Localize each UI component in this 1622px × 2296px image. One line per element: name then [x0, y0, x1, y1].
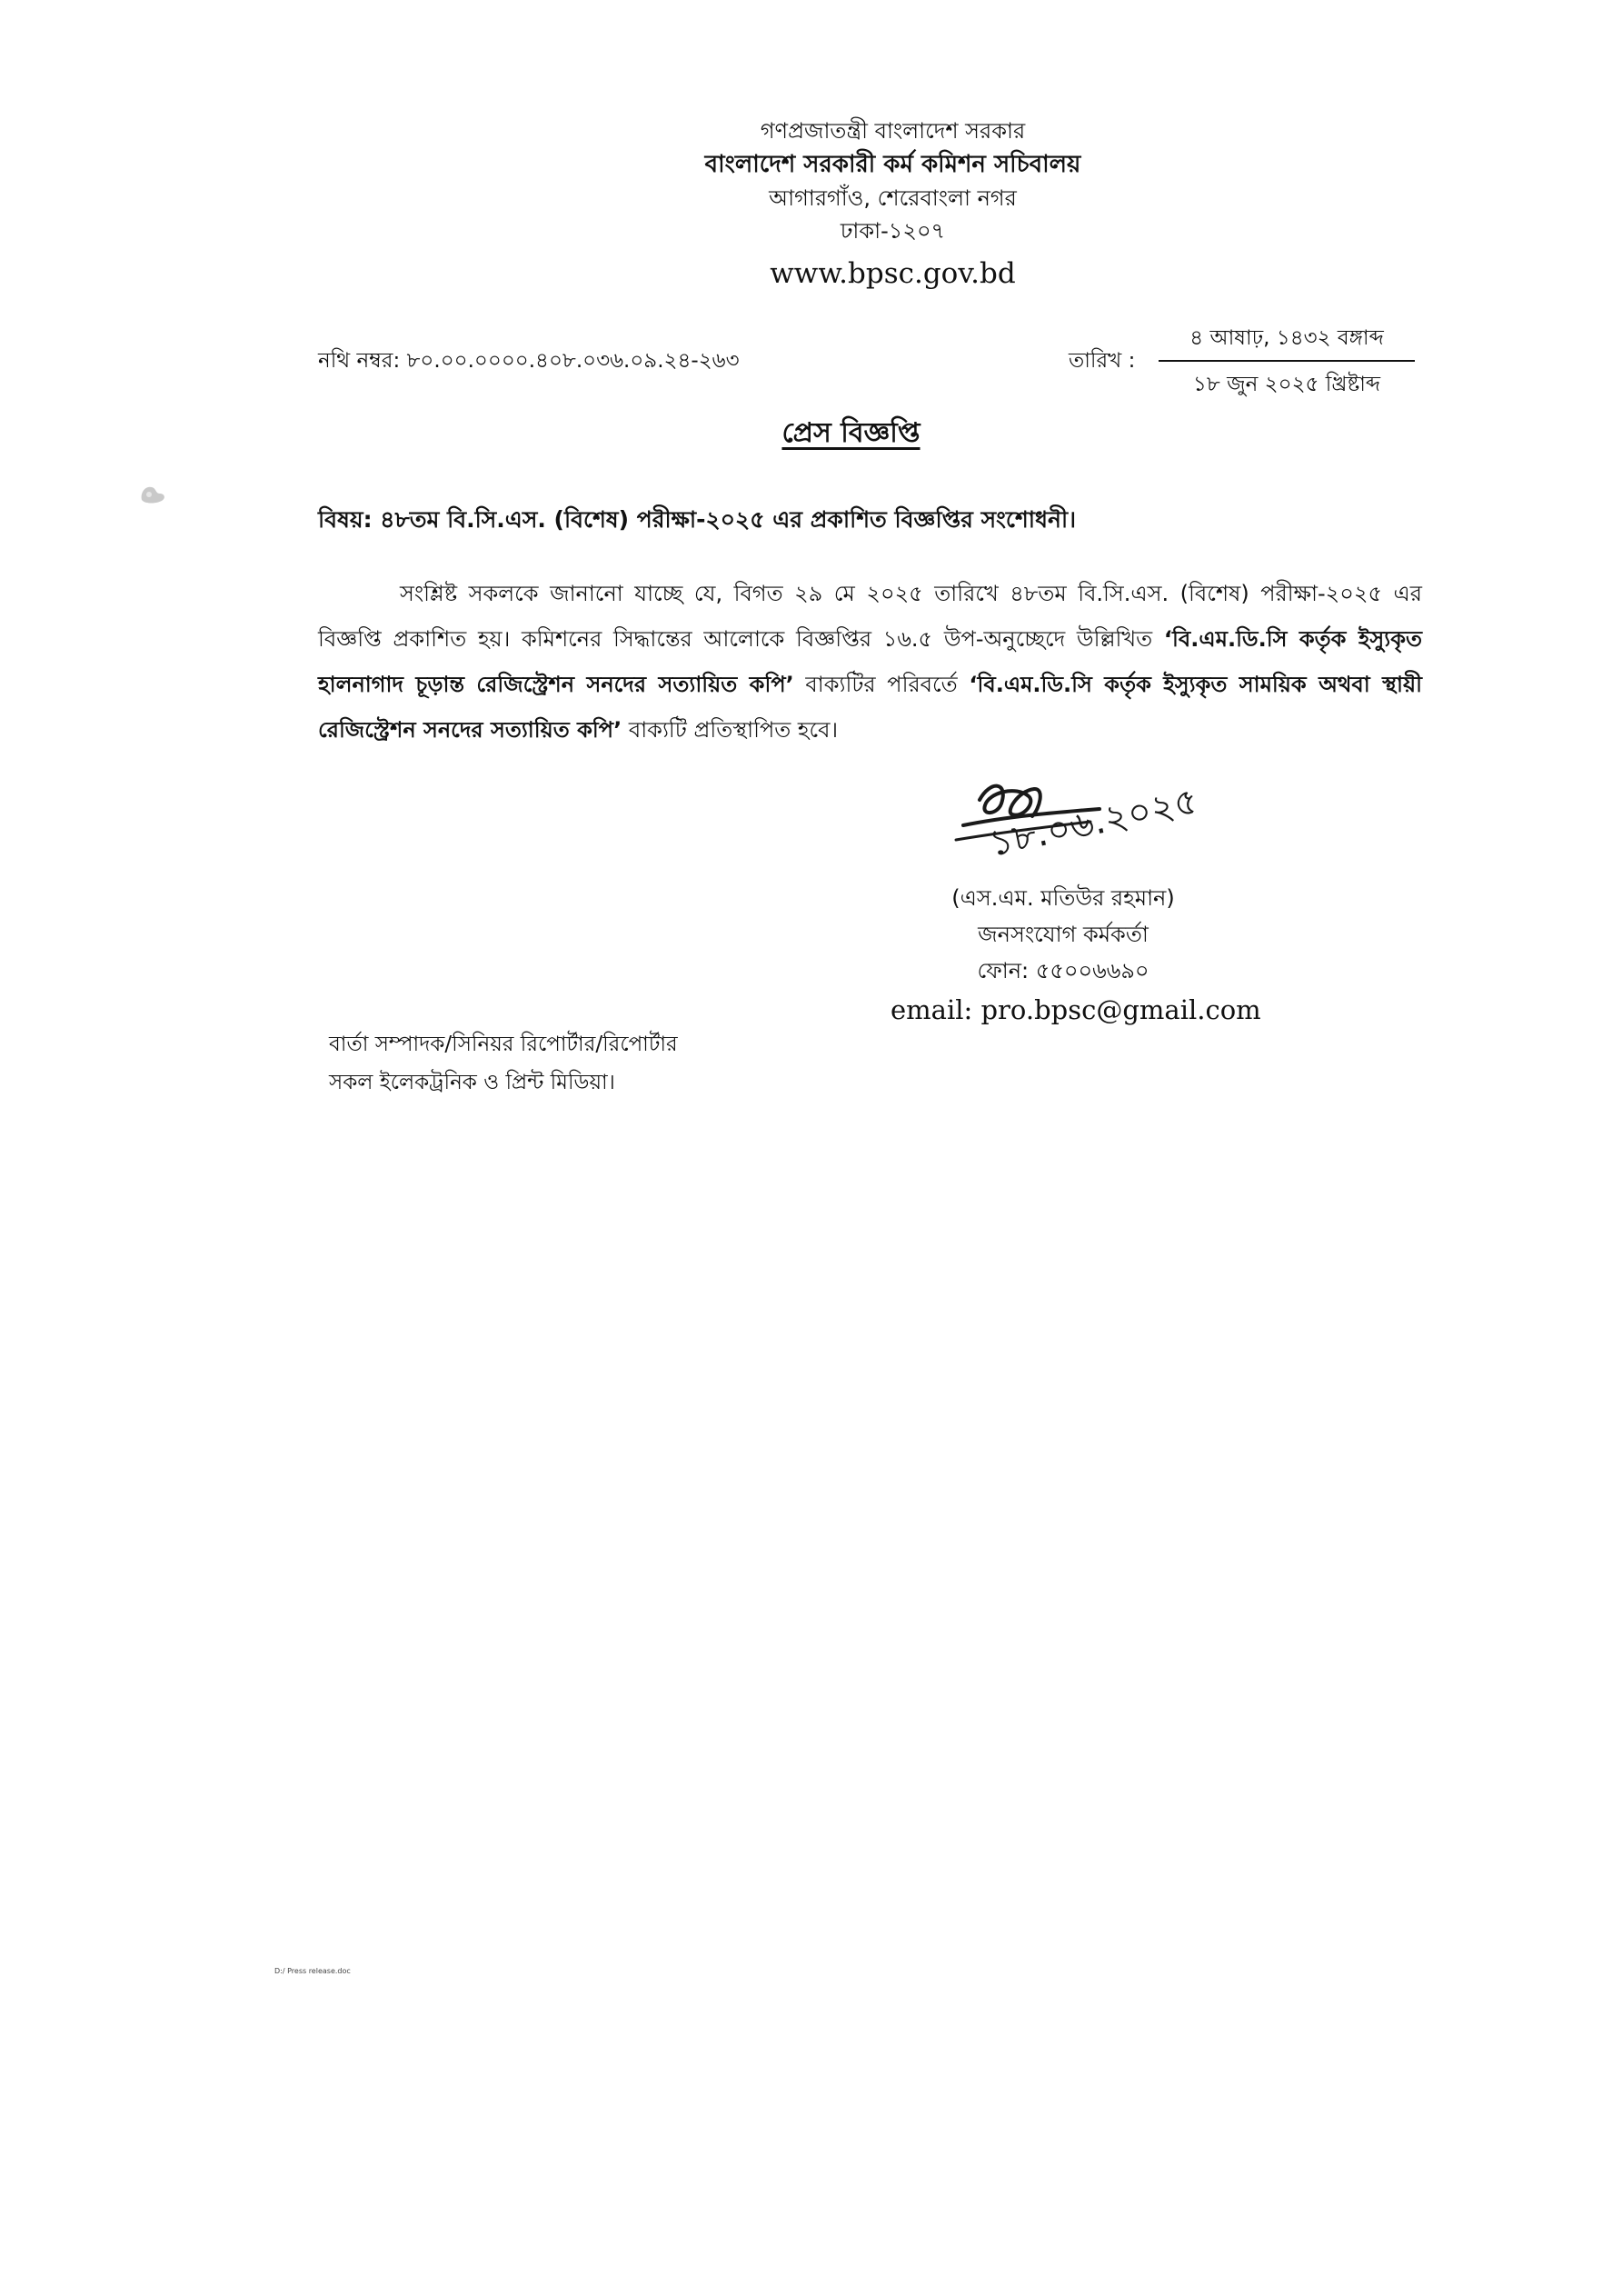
date-block: [1159, 321, 1415, 403]
recipient-line-1: বার্তা সম্পাদক/সিনিয়র রিপোর্টার/রিপোর্টার: [329, 1033, 678, 1056]
signer-name: (এস.এম. মতিউর রহমান): [951, 885, 1175, 911]
signature-date: ১৮.০৬.২০২৫: [985, 780, 1202, 865]
file-path-footer: D:/ Press release.doc: [274, 1967, 351, 1975]
document-title: [0, 411, 1622, 457]
subject-line: বিষয়: ৪৮তম বি.সি.এস. (বিশেষ) পরীক্ষা-২০২৫ এর প্রকাশিত বিজ্ঞপ্তির সংশোধনী।: [318, 506, 1077, 533]
website-url: www.bpsc.gov.bd: [770, 257, 1016, 290]
body-quote-new: ‘বি.এম.ডি.সি কর্তৃক ইস্যুকৃত সাময়িক অথবা স্থায়ী রেজিস্ট্রেশন সনদের সত্যায়িত কপি’: [318, 672, 1422, 743]
address-line-1: আগারগাঁও, শেরেবাংলা নগর: [769, 185, 1017, 211]
memo-number: নথি নম্বর: ৮০.০০.০০০০.৪০৮.০৩৬.০৯.২৪-২৬৩: [318, 349, 740, 373]
handwritten-signature: [945, 773, 1218, 873]
recipients-block: [329, 1025, 678, 1102]
address-line-2: ঢাকা-১২০৭: [840, 218, 946, 244]
signer-email: email: pro.bpsc@gmail.com: [891, 994, 1261, 1025]
body-quote-old: ‘বি.এম.ডি.সি কর্তৃক ইস্যুকৃত হালনাগাদ চূড়ান্ত রেজিস্ট্রেশন সনদের সত্যায়িত কপি’: [318, 626, 1422, 697]
signer-designation: জনসংযোগ কর্মকর্তা: [978, 922, 1149, 947]
date-label: তারিখ :: [1069, 349, 1136, 373]
signer-block: [872, 880, 1261, 1031]
letterhead: [0, 115, 1622, 294]
recipient-line-2: সকল ইলেকট্রনিক ও প্রিন্ট মিডিয়া।: [329, 1071, 615, 1094]
document-title-text: প্রেস বিজ্ঞপ্তি: [781, 417, 920, 449]
government-name: গণপ্রজাতন্ত্রী বাংলাদেশ সরকার: [760, 118, 1026, 144]
date-bangla: ৪ আষাঢ়, ১৪৩২ বঙ্গাব্দ: [1159, 321, 1415, 362]
date-gregorian: ১৮ জুন ২০২৫ খ্রিষ্টাব্দ: [1192, 373, 1381, 396]
body-text-part-1: সংশ্লিষ্ট সকলকে জানানো যাচ্ছে যে, বিগত ২৯ মে ২০২৫ তারিখে ৪৮তম বি.সি.এস. (বিশেষ) পরীক্ষা-২০২৫ এর বিজ্ঞপ্তি প্রকাশিত হয়। কমিশনের সিদ্ধান্তের আলোকে বিজ্ঞপ্তির ১৬.৫ উপ-অনুচ্ছেদে উল্লিখিত: [318, 581, 1422, 652]
notice-body: [318, 571, 1422, 753]
office-name: বাংলাদেশ সরকারী কর্ম কমিশন সচিবালয়: [704, 151, 1081, 178]
body-text-part-2: বাক্যটির পরিবর্তে: [793, 672, 970, 697]
scan-smudge-mark: [136, 480, 169, 507]
signer-phone: ফোন: ৫৫০০৬৬৯০: [977, 958, 1149, 983]
body-text-part-3: বাক্যটি প্রতিস্থাপিত হবে।: [622, 717, 839, 743]
